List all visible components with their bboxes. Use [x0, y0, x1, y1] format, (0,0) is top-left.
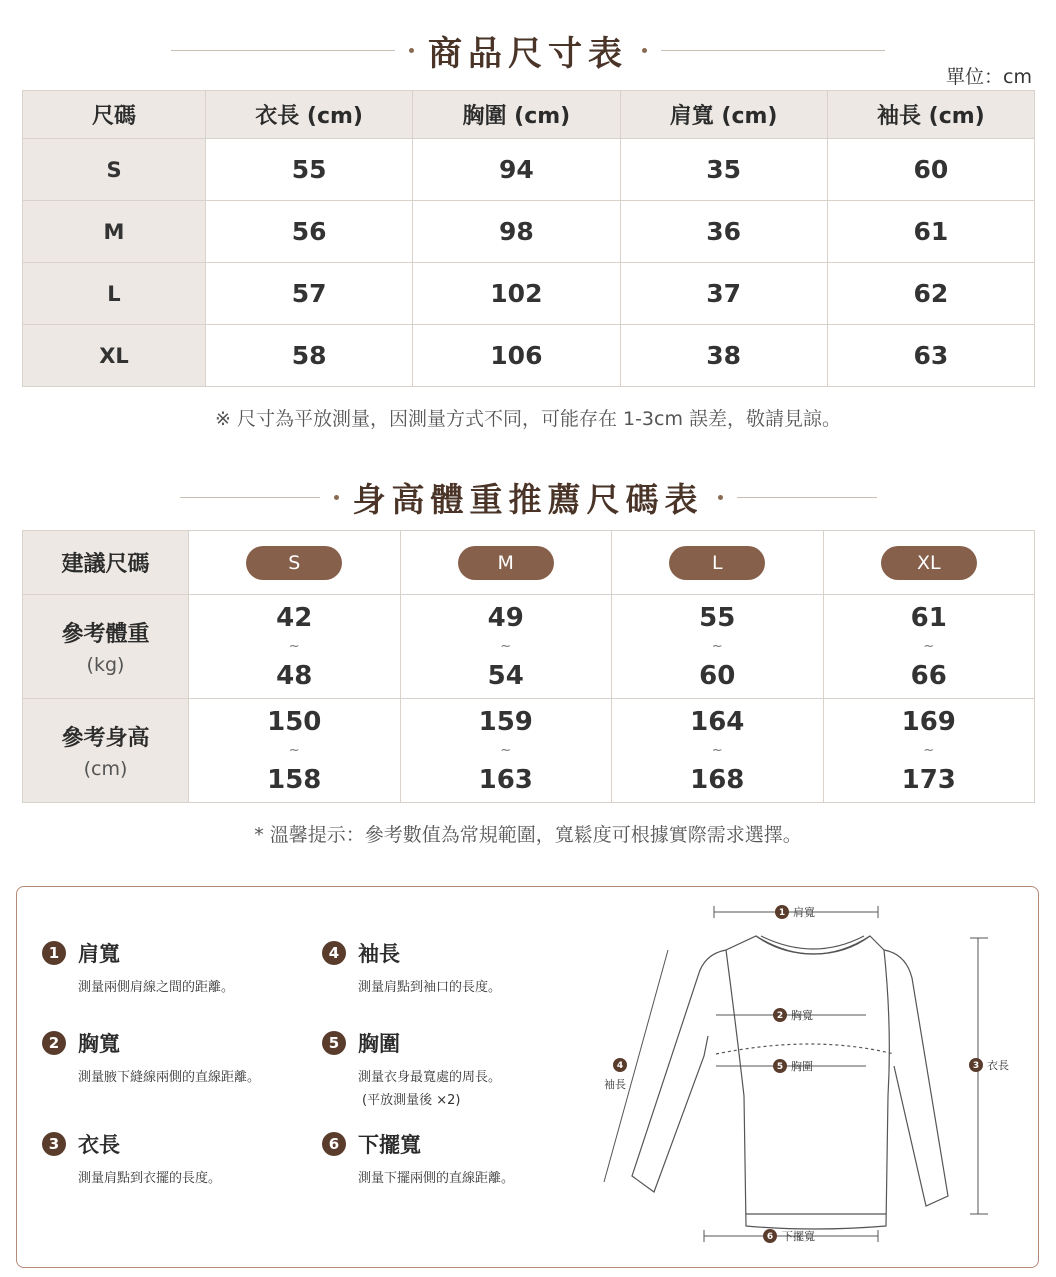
- column-header: 胸圍 (cm): [413, 91, 620, 139]
- number-badge: 2: [42, 1031, 66, 1055]
- diagram-label-shoulder: 肩寬: [793, 906, 815, 919]
- number-badge: 1: [42, 941, 66, 965]
- number-badge: 3: [42, 1132, 66, 1156]
- tilde: ~: [500, 638, 512, 654]
- range-cell: [823, 595, 1035, 699]
- range-cell: [612, 595, 824, 699]
- value-cell: 106: [413, 325, 620, 387]
- weight-max: 60: [699, 660, 736, 691]
- size-cell: S: [23, 139, 206, 201]
- diagram-label-chest: 胸圍: [791, 1060, 813, 1073]
- guide-item-name: 下擺寬: [358, 1133, 421, 1157]
- shoulder-measure: [714, 905, 878, 919]
- size-chart-title: 商品尺寸表: [428, 34, 628, 74]
- guide-item-shoulder: [42, 938, 234, 995]
- size-pill-cell: [612, 531, 824, 595]
- size-chart-note: ※ 尺寸為平放測量，因測量方式不同，可能存在 1-3cm 誤差，敬請見諒。: [214, 408, 842, 430]
- guide-item-length: [42, 1129, 221, 1186]
- column-header: 衣長 (cm): [206, 91, 413, 139]
- title-divider-right: [737, 497, 877, 498]
- weight-max: 54: [487, 660, 524, 691]
- weight-max: 48: [276, 660, 313, 691]
- value-cell: 57: [206, 263, 413, 325]
- row-header-cell: [23, 699, 189, 803]
- row-header-cell: [23, 531, 189, 595]
- guide-item-desc: 測量腋下縫線兩側的直線距離。: [78, 1070, 261, 1085]
- guide-item-sleeve: [322, 938, 501, 995]
- number-badge: 4: [322, 941, 346, 965]
- svg-text:3: 3: [972, 1061, 980, 1071]
- value-cell: 37: [620, 263, 827, 325]
- range-cell: [612, 699, 824, 803]
- guide-item-chest: [322, 1028, 501, 1108]
- weight-max: 66: [910, 660, 947, 691]
- chest-width-measure: [716, 1008, 866, 1022]
- title-dot: [642, 48, 647, 53]
- tilde: ~: [923, 742, 935, 758]
- diagram-label-chest-width: 胸寬: [791, 1009, 813, 1022]
- guide-item-desc: 測量肩點到衣擺的長度。: [78, 1171, 222, 1186]
- range-cell: [400, 595, 612, 699]
- value-cell: 60: [827, 139, 1034, 201]
- guide-item-name: 胸寬: [78, 1032, 120, 1056]
- guide-item-desc: 測量兩側肩線之間的距離。: [78, 980, 235, 995]
- title-dot: [718, 495, 723, 500]
- recommend-table: [22, 530, 1035, 803]
- size-pill-cell: [823, 531, 1035, 595]
- size-pill: M: [458, 546, 554, 580]
- sleeve-measure: [604, 950, 668, 1182]
- value-cell: 61: [827, 201, 1034, 263]
- svg-text:4: 4: [616, 1061, 624, 1071]
- height-min: 150: [267, 706, 322, 737]
- svg-text:1: 1: [778, 908, 786, 918]
- guide-item-name: 衣長: [78, 1133, 120, 1157]
- size-chart-title-row: [0, 26, 1056, 75]
- range-cell: [823, 699, 1035, 803]
- table-row: [23, 263, 1035, 325]
- title-dot: [409, 48, 414, 53]
- guide-item-desc: 測量下擺兩側的直線距離。: [358, 1171, 515, 1186]
- range-cell: [189, 595, 401, 699]
- tilde: ~: [923, 638, 935, 654]
- diagram-label-length: 衣長: [987, 1059, 1009, 1072]
- diagram-label-hem: 下擺寬: [782, 1230, 815, 1243]
- unit-label: 單位：cm: [946, 66, 1032, 88]
- column-header: 袖長 (cm): [827, 91, 1034, 139]
- size-pill: S: [246, 546, 342, 580]
- title-divider-left: [171, 50, 395, 51]
- value-cell: 98: [413, 201, 620, 263]
- guide-item-desc-extra: (平放測量後 ×2): [362, 1093, 461, 1108]
- guide-item-name: 袖長: [358, 942, 400, 966]
- size-pill: XL: [881, 546, 977, 580]
- value-cell: 55: [206, 139, 413, 201]
- table-row: [23, 201, 1035, 263]
- height-max: 173: [901, 764, 956, 795]
- weight-unit: (kg): [86, 654, 125, 676]
- row-header-weight: 參考體重: [61, 622, 150, 647]
- height-max: 163: [478, 764, 533, 795]
- weight-min: 42: [276, 602, 313, 633]
- value-cell: 38: [620, 325, 827, 387]
- row-header-size: 建議尺碼: [61, 552, 150, 577]
- column-header: 肩寬 (cm): [620, 91, 827, 139]
- number-badge: 6: [322, 1132, 346, 1156]
- height-unit: (cm): [83, 758, 128, 780]
- tilde: ~: [288, 742, 300, 758]
- weight-min: 61: [910, 602, 947, 633]
- table-row: [23, 595, 1035, 699]
- range-cell: [400, 699, 612, 803]
- column-header: 尺碼: [23, 91, 206, 139]
- tilde: ~: [711, 742, 723, 758]
- value-cell: 102: [413, 263, 620, 325]
- svg-text:2: 2: [776, 1011, 784, 1021]
- value-cell: 36: [620, 201, 827, 263]
- row-header-height: 參考身高: [61, 726, 150, 751]
- value-cell: 35: [620, 139, 827, 201]
- guide-item-desc: 測量衣身最寬處的周長。: [358, 1070, 502, 1085]
- length-measure: [969, 938, 1009, 1214]
- guide-item-name: 肩寬: [78, 942, 120, 966]
- size-pill-cell: [189, 531, 401, 595]
- recommend-title-row: [0, 474, 1056, 521]
- weight-min: 49: [487, 602, 524, 633]
- sweater-diagram: [596, 896, 1026, 1256]
- guide-item-desc: 測量肩點到袖口的長度。: [358, 980, 502, 995]
- title-dot: [334, 495, 339, 500]
- size-cell: XL: [23, 325, 206, 387]
- chest-measure: [716, 1059, 866, 1073]
- size-cell: M: [23, 201, 206, 263]
- height-min: 164: [690, 706, 745, 737]
- size-chart-table: [22, 90, 1035, 387]
- number-badge: 5: [322, 1031, 346, 1055]
- sweater-outline: [632, 936, 948, 1229]
- svg-text:5: 5: [776, 1062, 784, 1072]
- svg-text:6: 6: [766, 1232, 774, 1242]
- guide-item-name: 胸圍: [358, 1032, 400, 1056]
- value-cell: 63: [827, 325, 1034, 387]
- recommend-note: * 溫馨提示：參考數值為常規範圍，寬鬆度可根據實際需求選擇。: [254, 824, 802, 846]
- size-pill-cell: [400, 531, 612, 595]
- title-divider-left: [180, 497, 320, 498]
- size-table-header-row: [23, 91, 1035, 139]
- title-divider-right: [661, 50, 885, 51]
- row-header-cell: [23, 595, 189, 699]
- value-cell: 58: [206, 325, 413, 387]
- tilde: ~: [711, 638, 723, 654]
- hem-measure: [704, 1229, 878, 1243]
- value-cell: 62: [827, 263, 1034, 325]
- diagram-label-sleeve: 袖長: [604, 1078, 626, 1091]
- recommend-title: 身高體重推薦尺碼表: [352, 480, 704, 519]
- height-max: 158: [267, 764, 322, 795]
- guide-item-hem: [322, 1129, 514, 1186]
- tilde: ~: [288, 638, 300, 654]
- size-pill: L: [669, 546, 765, 580]
- value-cell: 56: [206, 201, 413, 263]
- range-cell: [189, 699, 401, 803]
- table-row: [23, 699, 1035, 803]
- table-row: [23, 531, 1035, 595]
- table-row: [23, 139, 1035, 201]
- weight-min: 55: [699, 602, 736, 633]
- height-min: 159: [478, 706, 533, 737]
- height-min: 169: [901, 706, 956, 737]
- value-cell: 94: [413, 139, 620, 201]
- size-cell: L: [23, 263, 206, 325]
- guide-item-chest-width: [42, 1028, 260, 1085]
- height-max: 168: [690, 764, 745, 795]
- table-row: [23, 325, 1035, 387]
- tilde: ~: [500, 742, 512, 758]
